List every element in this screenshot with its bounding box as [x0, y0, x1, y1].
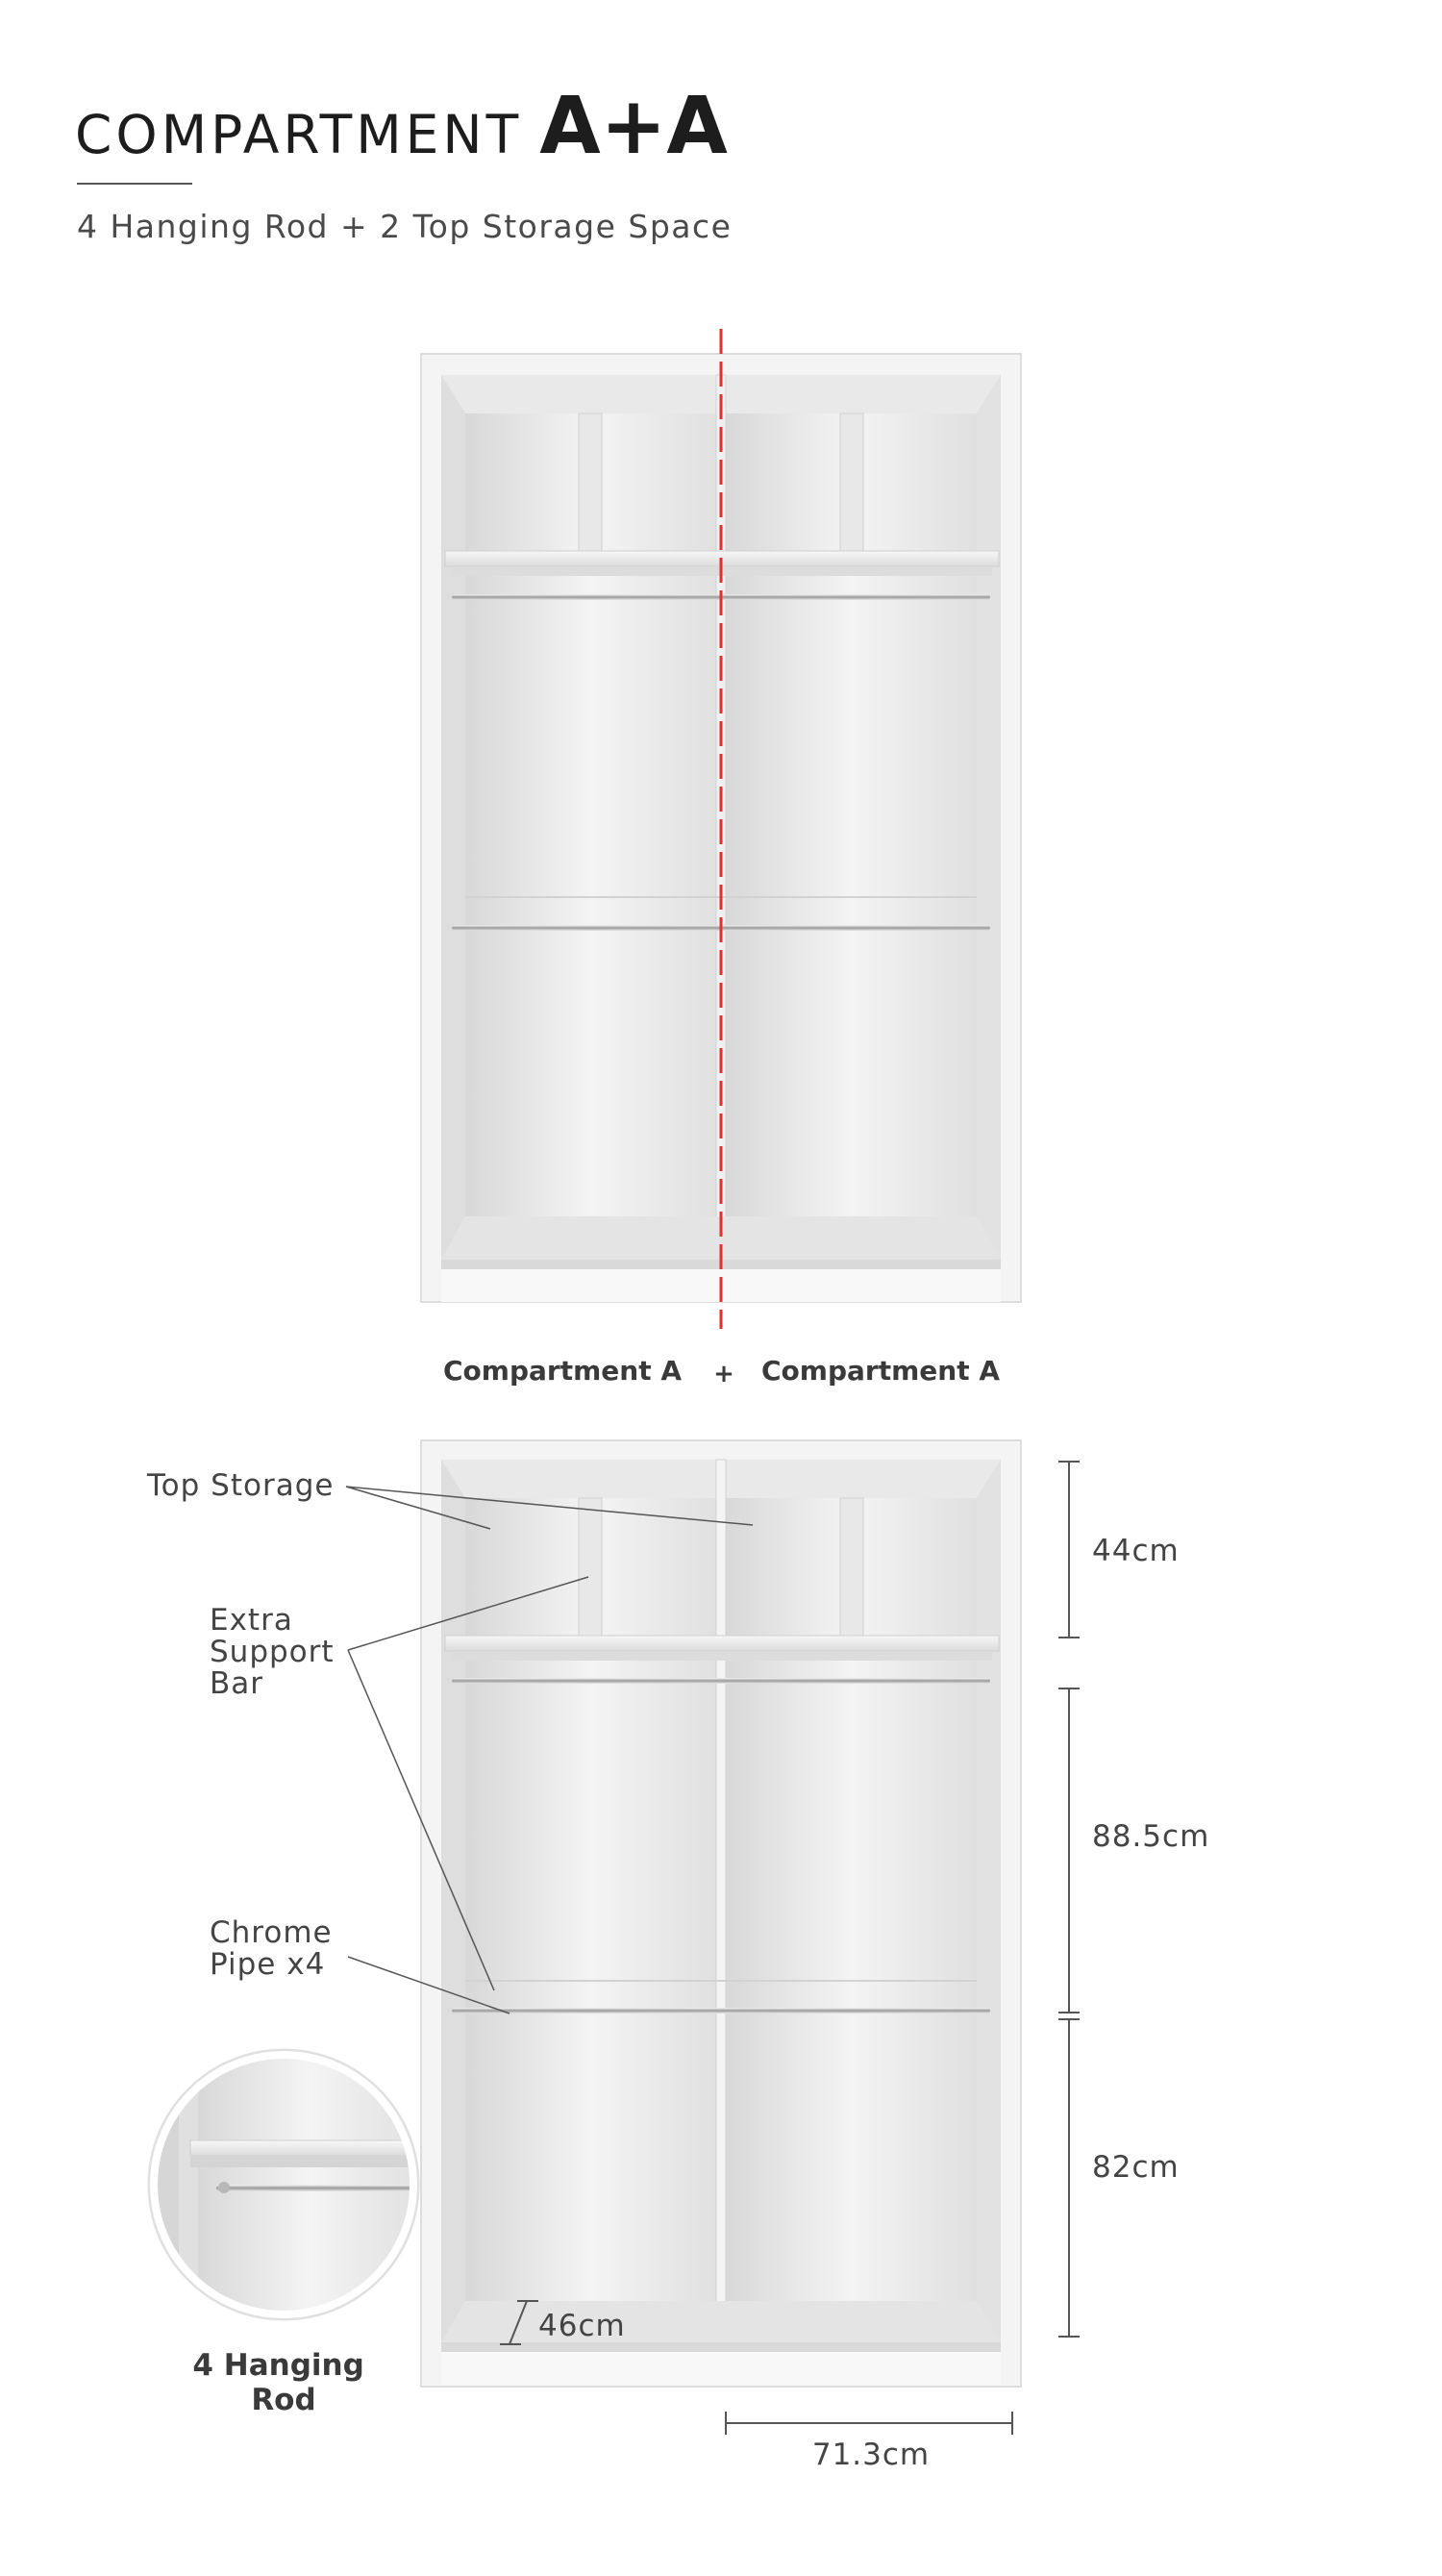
extra-support-bar-label-line2: Support [210, 1635, 335, 1669]
svg-text:4 Hanging Rod [192, 2348, 374, 2417]
hanging-rod-zoom-circle [144, 2048, 423, 2327]
hanging-rod-label-line1: 4 Hanging [192, 2348, 364, 2383]
dimension-top-height [1058, 1462, 1080, 1638]
compartment-a-left-label: Compartment A [443, 1355, 682, 1387]
plus-symbol: + [713, 1360, 734, 1388]
dimension-middle-height-label: 88.5cm [1092, 1819, 1210, 1854]
dimension-top-height-label: 44cm [1092, 1534, 1180, 1568]
top-storage-label: Top Storage [147, 1468, 335, 1503]
hanging-rod-label-line2: Rod [251, 2383, 316, 2417]
chrome-pipe-label-line1: Chrome [210, 1915, 333, 1950]
dimension-width [726, 2412, 1012, 2435]
compartment-a-right-label: Compartment A [761, 1355, 1000, 1387]
title-compartment: COMPARTMENT [75, 104, 523, 165]
extra-support-bar-label-line1: Extra [210, 1603, 293, 1638]
chrome-pipe-label-line2: Pipe x4 [210, 1947, 326, 1982]
dimension-bottom-height [1058, 2019, 1080, 2337]
title-variant: A+A [539, 81, 728, 172]
dimension-bottom-height-label: 82cm [1092, 2150, 1180, 2185]
page-subtitle: 4 Hanging Rod + 2 Top Storage Space [77, 208, 733, 245]
dimension-depth-label: 46cm [538, 2309, 626, 2343]
svg-text:Chrome Pipe x4 [210, 1915, 342, 1982]
dimension-width-label: 71.3cm [811, 2438, 931, 2472]
extra-support-bar-label-line3: Bar [210, 1666, 264, 1701]
dimension-middle-height [1058, 1688, 1080, 2013]
svg-text:Extra Support Bar [210, 1603, 344, 1701]
wardrobe-bottom [421, 1440, 1021, 2387]
wardrobe-top [421, 329, 1021, 1329]
